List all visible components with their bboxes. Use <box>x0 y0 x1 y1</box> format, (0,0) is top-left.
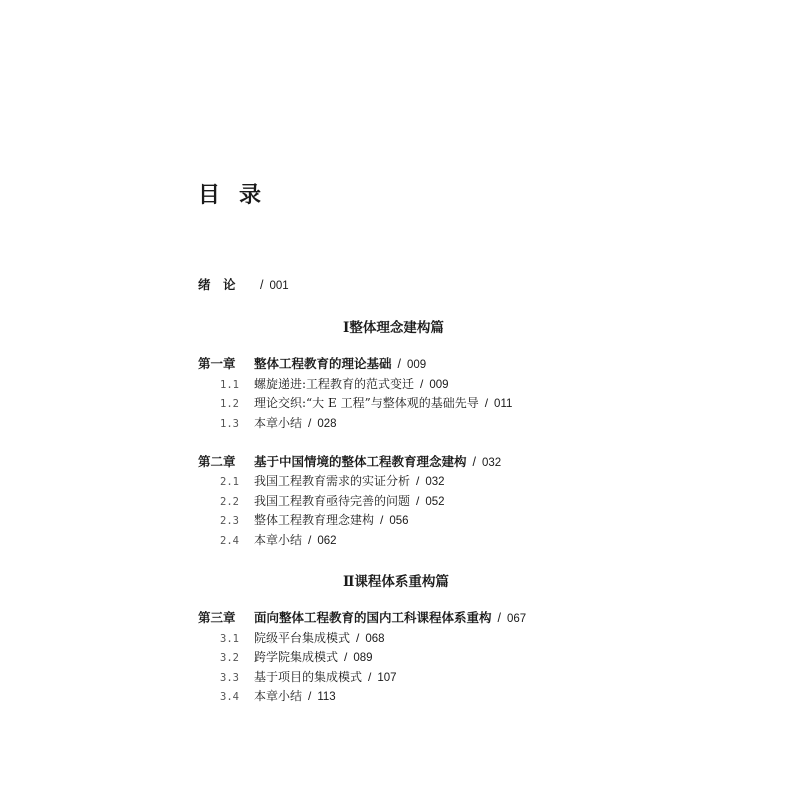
intro-label: 绪 论 <box>198 277 236 292</box>
page-title <box>198 178 262 209</box>
section-number: 1.1 <box>220 379 239 391</box>
toc-entry-section[interactable] <box>220 414 337 433</box>
toc-entry-section[interactable] <box>220 629 385 648</box>
title-char-1: 目 <box>198 182 222 208</box>
section-number: 2.2 <box>220 496 239 508</box>
toc-entry-section[interactable] <box>220 375 449 394</box>
section-title: 院级平台集成模式 <box>254 631 351 645</box>
section-number: 2.4 <box>220 535 239 547</box>
page-separator: / <box>397 357 401 371</box>
page-separator: / <box>356 631 360 645</box>
section-title: 理论交织:“大 E 工程”与整体观的基础先导 <box>254 396 479 410</box>
page-separator: / <box>308 533 312 547</box>
page-number: 001 <box>269 280 289 292</box>
page-separator: / <box>368 670 372 684</box>
page-separator: / <box>472 455 476 469</box>
page-number: 089 <box>353 652 373 664</box>
toc-entry-section[interactable] <box>220 492 445 511</box>
section-number: 2.3 <box>220 515 239 527</box>
section-number: 3.1 <box>220 633 239 645</box>
page-separator: / <box>308 416 312 430</box>
section-title: 基于项目的集成模式 <box>254 670 363 684</box>
toc-entry-intro[interactable] <box>198 276 289 295</box>
section-number: 1.2 <box>220 398 239 410</box>
chapter-label: 第一章 <box>198 356 236 371</box>
page-number: 062 <box>317 535 337 547</box>
toc-entry-section[interactable] <box>220 687 336 706</box>
toc-entry-chapter-2[interactable] <box>198 453 501 472</box>
page-separator: / <box>380 513 384 527</box>
section-title: 螺旋递进:工程教育的范式变迁 <box>254 377 415 391</box>
page-separator: / <box>416 494 420 508</box>
section-title: 本章小结 <box>254 533 303 547</box>
part-heading-2: Ⅱ课程体系重构篇 <box>343 574 449 590</box>
toc-entry-section[interactable] <box>220 531 337 550</box>
section-title: 跨学院集成模式 <box>254 650 339 664</box>
page-number: 113 <box>317 691 336 703</box>
page-separator: / <box>344 650 348 664</box>
section-title: 本章小结 <box>254 416 303 430</box>
chapter-label: 第二章 <box>198 454 236 469</box>
toc-entry-section[interactable] <box>220 394 512 413</box>
page-number: 052 <box>425 496 445 508</box>
toc-entry-section[interactable] <box>220 648 373 667</box>
page-number: 032 <box>425 476 445 488</box>
section-title: 我国工程教育亟待完善的问题 <box>254 494 411 508</box>
page-number: 032 <box>482 457 502 469</box>
page-number: 068 <box>365 633 385 645</box>
section-number: 1.3 <box>220 418 239 430</box>
toc-entry-section[interactable] <box>220 472 445 491</box>
section-number: 3.2 <box>220 652 239 664</box>
page-separator: / <box>416 474 420 488</box>
page-separator: / <box>497 611 501 625</box>
section-number: 2.1 <box>220 476 239 488</box>
page-separator: / <box>260 278 264 292</box>
section-title: 我国工程教育需求的实证分析 <box>254 474 411 488</box>
page-number: 056 <box>389 515 409 527</box>
chapter-title: 整体工程教育的理论基础 <box>254 356 392 371</box>
toc-entry-section[interactable] <box>220 511 409 530</box>
section-number: 3.3 <box>220 672 239 684</box>
page-number: 009 <box>429 379 449 391</box>
page-number: 011 <box>494 398 513 410</box>
page-number: 009 <box>407 359 427 371</box>
page-number: 028 <box>317 418 337 430</box>
section-number: 3.4 <box>220 691 239 703</box>
chapter-title: 面向整体工程教育的国内工科课程体系重构 <box>254 610 492 625</box>
page-separator: / <box>308 689 312 703</box>
chapter-title: 基于中国情境的整体工程教育理念建构 <box>254 454 467 469</box>
title-char-2: 录 <box>239 182 263 208</box>
toc-entry-chapter-1[interactable] <box>198 355 426 374</box>
page-separator: / <box>420 377 424 391</box>
part-heading-1: Ⅰ整体理念建构篇 <box>343 320 444 336</box>
section-title: 整体工程教育理念建构 <box>254 513 375 527</box>
page-number: 107 <box>377 672 397 684</box>
section-title: 本章小结 <box>254 689 303 703</box>
chapter-label: 第三章 <box>198 610 236 625</box>
page-number: 067 <box>507 613 527 625</box>
toc-entry-section[interactable] <box>220 668 397 687</box>
toc-entry-chapter-3[interactable] <box>198 609 526 628</box>
page-separator: / <box>484 396 489 410</box>
